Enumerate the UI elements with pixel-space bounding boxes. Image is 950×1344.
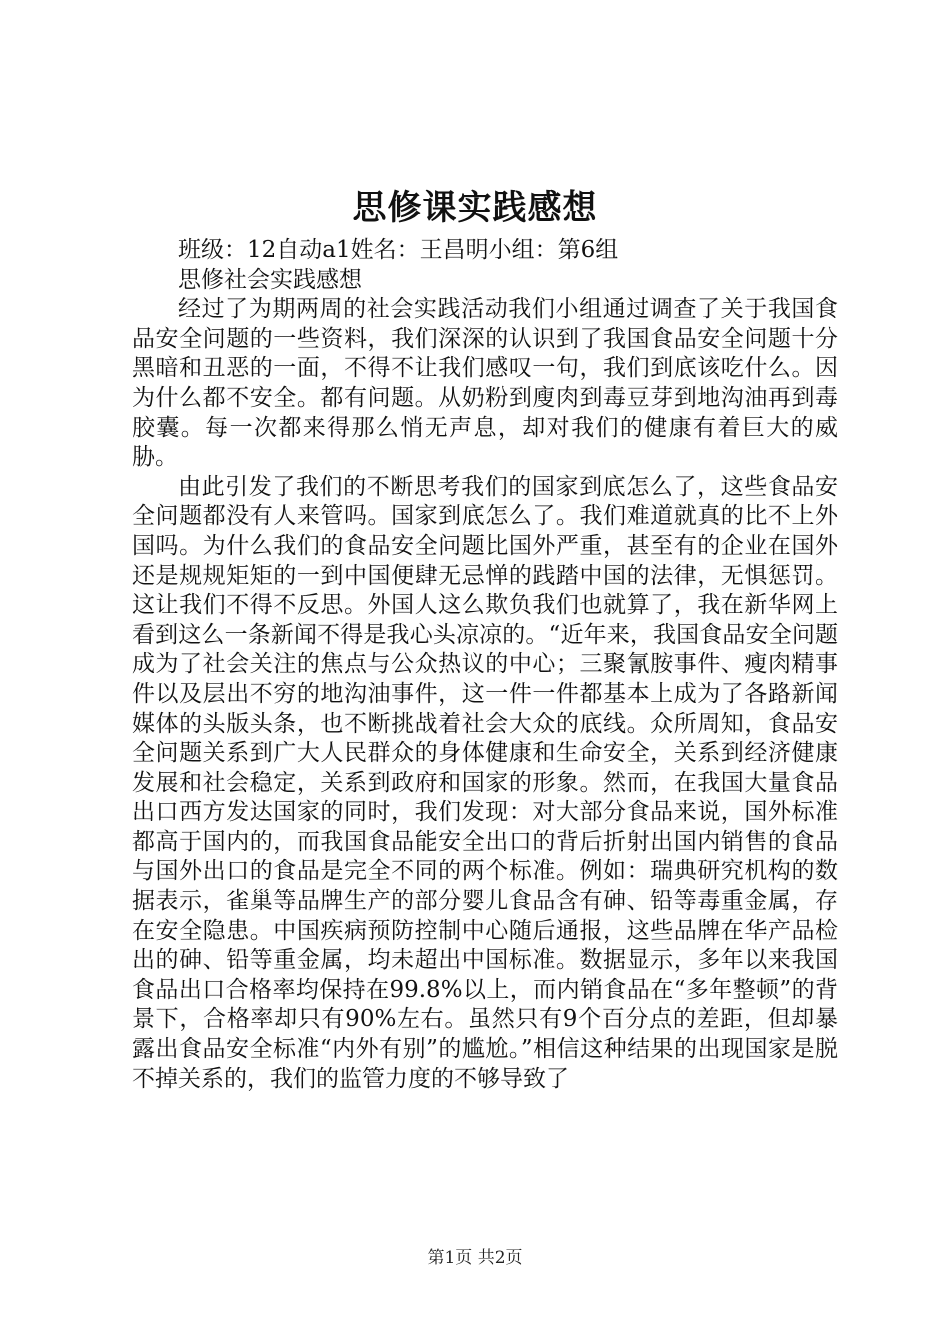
document-body xyxy=(132,236,838,1094)
subtitle-line: 思修社会实践感想 xyxy=(178,266,362,293)
paragraph-2: 由此引发了我们的不断思考我们的国家到底怎么了，这些食品安全问题都没有人来管吗。国家到底怎么了。我们难道就真的比不上外国吗。为什么我们的食品安全问题比国外严重，甚至有的企业在国外还是规规矩矩的一到中国便肆无忌惮的践踏中国的法律，无惧惩罚。这让我们不得不反思。外国人这么欺负我们也就算了，我在新华网上看到这么一条新闻不得是我心头凉凉的。“近年来，我国食品安全问题成为了社会关注的焦点与公众热议的中心；三聚氰胺事件、瘦肉精事件以及层出不穷的地沟油事件，这一件一件都基本上成为了各路新闻媒体的头版头条，也不断挑战着社会大众的底线。众所周知，食品安全问题关系到广大人民群众的身体健康和生命安全，关系到经济健康发展和社会稳定，关系到政府和国家的形象。然而，在我国大量食品出口西方发达国家的同时，我们发现：对大部分食品来说，国外标准都高于国内的，而我国食品能安全出口的背后折射出国内销售的食品与国外出口的食品是完全不同的两个标准。例如：瑞典研究机构的数据表示，雀巢等品牌生产的部分婴儿食品含有砷、铅等毒重金属，存在安全隐患。中国疾病预防控制中心随后通报，这些品牌在华产品检出的砷、铅等重金属，均未超出中国标准。数据显示，多年以来我国食品出口合格率均保持在99.8%以上，而内销食品在“多年整顿”的背景下，合格率却只有90%左右。虽然只有9个百分点的差距，但却暴露出食品安全标准“内外有别”的尴尬。”相信这种结果的出现国家是脱不掉关系的，我们的监管力度的不够导致了 xyxy=(132,473,838,1092)
info-line: 班级：12自动a1姓名：王昌明小组：第6组 xyxy=(178,237,619,263)
paragraph-1: 经过了为期两周的社会实践活动我们小组通过调查了关于我国食品安全问题的一些资料，我们深深的认识到了我国食品安全问题十分黑暗和丑恶的一面，不得不让我们感叹一句，我们到底该吃什么。因为什么都不安全。都有问题。从奶粉到廋肉到毒豆芽到地沟油再到毒胶囊。每一次都来得那么悄无声息，却对我们的健康有着巨大的威胁。 xyxy=(132,296,838,471)
page-footer: 第1页 共2页 xyxy=(427,1248,523,1268)
document-title: 思修课实践感想 xyxy=(352,188,598,228)
